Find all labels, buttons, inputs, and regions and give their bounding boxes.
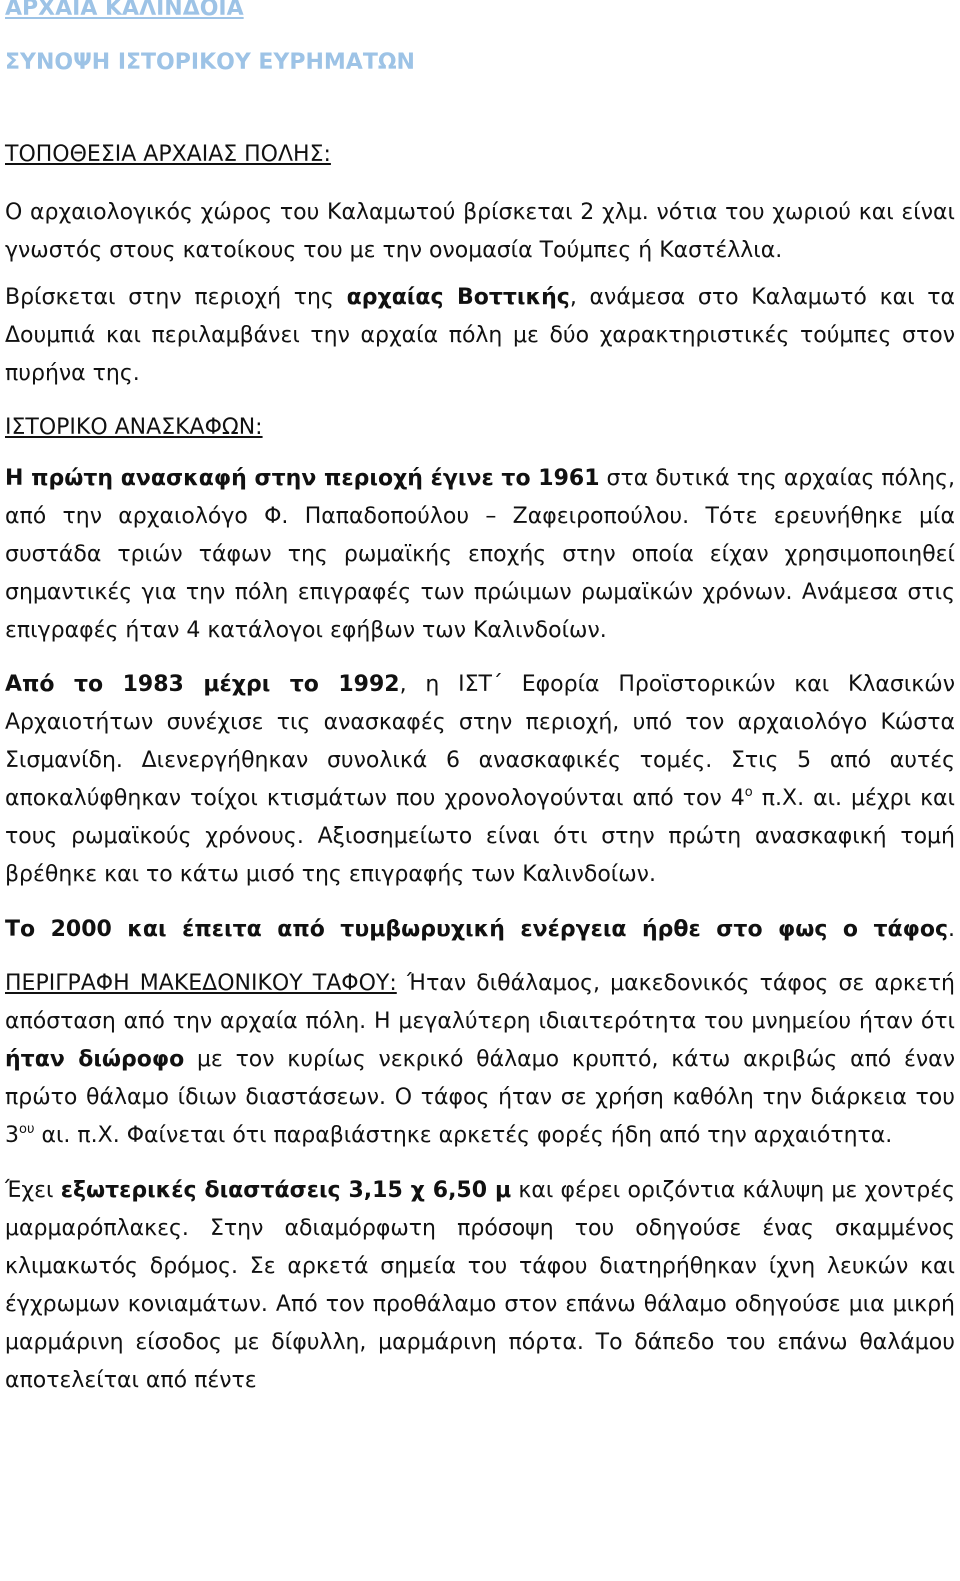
location-paragraph-1: Ο αρχαιολογικός χώρος του Καλαμωτού βρίσκεται 2 χλμ. νότια του χωριού και είναι γνωστός στους κατοίκους του με την ονομασία Τούμπες ή Καστέλλια.: [5, 200, 955, 263]
excavation-heading: ΙΣΤΟΡΙΚΟ ΑΝΑΣΚΑΦΩΝ:: [5, 415, 263, 440]
excavation-paragraph-1: Η πρώτη ανασκαφή στην περιοχή έγινε το 1961 στα δυτικά της αρχαίας πόλης, από την αρχαιολόγο Φ. Παπαδοπούλου – Ζαφειροπούλου. Τότε ερευνήθηκε μία συστάδα τριών τάφων της ρωμαϊκής εποχής στην οποία είχαν χρησιμοποιηθεί σημαντικές για την πόλη επιγραφές των πρώιμων ρωμαϊκών χρόνων. Ανάμεσα στις επιγραφές ήταν 4 κατάλογοι εφήβων των Καλινδοίων.: [5, 466, 955, 643]
excavation-paragraph-3: Το 2000 και έπειτα από τυμβωρυχική ενέργεια ήρθε στο φως ο τάφος.: [5, 917, 955, 942]
location-heading: ΤΟΠΟΘΕΣΙΑ ΑΡΧΑΙΑΣ ΠΟΛΗΣ:: [5, 142, 331, 167]
document-page: [5, 0, 955, 1400]
document-subtitle: ΣΥΝΟΨΗ ΙΣΤΟΡΙΚΟΥ ΕΥΡΗΜΑΤΩΝ: [5, 50, 415, 75]
excavation-paragraph-2: Από το 1983 μέχρι το 1992, η ΙΣΤ΄ Εφορία Προϊστορικών και Κλασικών Αρχαιοτήτων συνέχισε τις ανασκαφές στην περιοχή, υπό τον αρχαιολόγο Κώστα Σισμανίδη. Διενεργήθηκαν συνολικά 6 ανασκαφικές τομές. Στις 5 από αυτές αποκαλύφθηκαν τοίχοι κτισμάτων που χρονολογούνται από τον $4^o$ π.Χ. αι. μέχρι και τους ρωμαϊκούς χρόνους. Αξιοσημείωτο είναι ότι στην πρώτη ανασκαφική τομή βρέθηκε και το κάτω μισό της επιγραφής των Καλινδοίων.: [5, 672, 955, 887]
tomb-paragraph-2: Έχει εξωτερικές διαστάσεις 3,15 χ 6,50 μ και φέρει οριζόντια κάλυψη με χοντρές μαρμαρόπλακες. Στην αδιαμόρφωτη πρόσοψη του οδηγούσε ένας σκαμμένος κλιμακωτός δρόμος. Σε αρκετά σημεία του τάφου διατηρήθηκαν ίχνη λευκών και έγχρωμων κονιαμάτων. Από τον προθάλαμο στον επάνω θάλαμο οδηγούσε μια μικρή μαρμάρινη είσοδος με δίφυλλη, μαρμάρινη πόρτα. Το δάπεδο του επάνω θαλάμου αποτελείται από πέντε: [5, 1178, 955, 1393]
location-paragraph-2: Βρίσκεται στην περιοχή της αρχαίας Βοττικής, ανάμεσα στο Καλαμωτό και τα Δουμπιά και περιλαμβάνει την αρχαία πόλη με δύο χαρακτηριστικές τούμπες στον πυρήνα της.: [5, 285, 956, 386]
tomb-paragraph-1: ΠΕΡΙΓΡΑΦΗ ΜΑΚΕΔΟΝΙΚΟΥ ΤΑΦΟΥ: Ήταν διθάλαμος, μακεδονικός τάφος σε αρκετή απόσταση από την αρχαία πόλη. Η μεγαλύτερη ιδιαιτερότητα του μνημείου ήταν ότι ήταν διώροφο με τον κυρίως νεκρικό θάλαμο κρυπτό, κάτω ακριβώς από έναν πρώτο θάλαμο ίδιων διαστάσεων. Ο τάφος ήταν σε χρήση καθόλη την διάρκεια του $3^{o\upsilon}$ αι. π.Χ. Φαίνεται ότι παραβιάστηκε αρκετές φορές ήδη από την αρχαιότητα.: [5, 971, 955, 1148]
document-title: ΑΡΧΑΙΑ ΚΑΛΙΝΔΟΙΑ: [5, 0, 244, 21]
tomb-heading: ΠΕΡΙΓΡΑΦΗ ΜΑΚΕΔΟΝΙΚΟΥ ΤΑΦΟΥ:: [5, 971, 397, 996]
